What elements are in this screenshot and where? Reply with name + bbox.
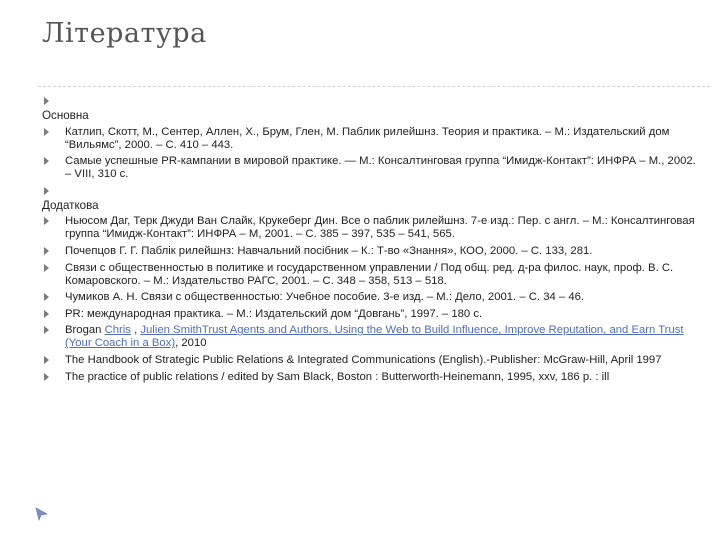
bullet-arrow-icon bbox=[44, 157, 49, 165]
list-item-text: The Handbook of Strategic Public Relations & Integrated Communications (English).-Publisher: McGraw-Hill, April 1997 bbox=[65, 353, 662, 366]
list-item bbox=[42, 291, 704, 304]
list-item-text: PR: международная практика. – М.: Издательский дом “Довгань”, 1997. – 180 с. bbox=[65, 307, 483, 320]
list-item-text: The practice of public relations / edited by Sam Black, Boston : Butterworth-Heinemann, 1995, xxv, 186 p. : ill bbox=[65, 370, 610, 383]
list-item bbox=[42, 215, 704, 241]
list-item-text: Ньюсом Даг, Терк Джуди Ван Слайк, Крукеберг Дин. Все о паблик рилейшнз. 7-е изд.: Пер. с англ. – М.: Консалтинговая группа “Имидж-Контакт”: ИНФРА – М, 2001. – С. 385 – 397, 535 – 541, 565. bbox=[65, 215, 695, 241]
bullet-arrow-icon bbox=[44, 128, 49, 136]
book-link-trust-agents[interactable]: Julien SmithTrust Agents and Authors, Using the Web to Build Influence, Improve Reputation, and Earn Trust (Your Coach in a Box) bbox=[65, 324, 684, 350]
bullet-arrow-icon bbox=[44, 293, 49, 301]
list-item bbox=[42, 262, 704, 288]
list-item bbox=[42, 371, 704, 384]
empty-bullet bbox=[42, 95, 704, 105]
slide-nav-arrow-icon[interactable] bbox=[34, 507, 48, 521]
bullet-arrow-icon bbox=[44, 187, 49, 195]
list-item-text: Чумиков А. Н. Связи с общественностью: Учебное пособие. 3-е изд. – М.: Дело, 2001. – С. 34 – 46. bbox=[65, 291, 585, 304]
brogan-suffix: , 2010 bbox=[175, 337, 207, 350]
list-item bbox=[42, 245, 704, 258]
page-title: Література bbox=[42, 18, 207, 49]
list-item-text: Катлип, Скотт, М., Сентер, Аллен, Х., Брум, Глен, М. Паблик рилейшнз. Теория и практика. – М.: Издательский дом “Вильямс”, 2000. – С. 410 – 443. bbox=[65, 125, 670, 151]
bullet-arrow-icon bbox=[44, 264, 49, 272]
literature-list bbox=[42, 95, 704, 387]
brogan-prefix: Brogan bbox=[65, 324, 105, 337]
bullet-arrow-icon bbox=[44, 97, 49, 105]
bullet-arrow-icon bbox=[44, 310, 49, 318]
section-heading-main: Основна bbox=[42, 109, 89, 122]
title-divider bbox=[38, 86, 710, 87]
bullet-arrow-icon bbox=[44, 356, 49, 364]
empty-bullet bbox=[42, 185, 704, 195]
list-item bbox=[42, 126, 704, 152]
list-item-text: Почепцов Г. Г. Паблік рилейшнз: Навчальний посібник – К.: Т-во «Знання», КОО, 2000. – С. 133, 281. bbox=[65, 244, 593, 257]
bullet-arrow-icon bbox=[44, 373, 49, 381]
list-item bbox=[42, 155, 704, 181]
list-item-text: Связи с общественностью в политике и государственном управлении / Под общ. ред. д-ра филос. наук, проф. В. С. Комаровского. – М.: Издательство РАГС, 2001. – С. 348 – 358, 513 – 518. bbox=[65, 261, 674, 287]
brogan-separator: , bbox=[130, 324, 141, 337]
bullet-arrow-icon bbox=[44, 326, 49, 334]
section-heading-extra: Додаткова bbox=[42, 198, 99, 212]
bullet-arrow-icon bbox=[44, 247, 49, 255]
list-item bbox=[42, 308, 704, 321]
list-item-brogan bbox=[42, 324, 704, 350]
author-link-chris[interactable]: Chris bbox=[104, 324, 131, 337]
list-item-text: Самые успешные PR-кампании в мировой практике. — М.: Консалтинговая группа “Имидж-Контакт”: ИНФРА – М., 2002. – VIII, 310 с. bbox=[65, 155, 696, 181]
list-item bbox=[42, 354, 704, 367]
bullet-arrow-icon bbox=[44, 217, 49, 225]
